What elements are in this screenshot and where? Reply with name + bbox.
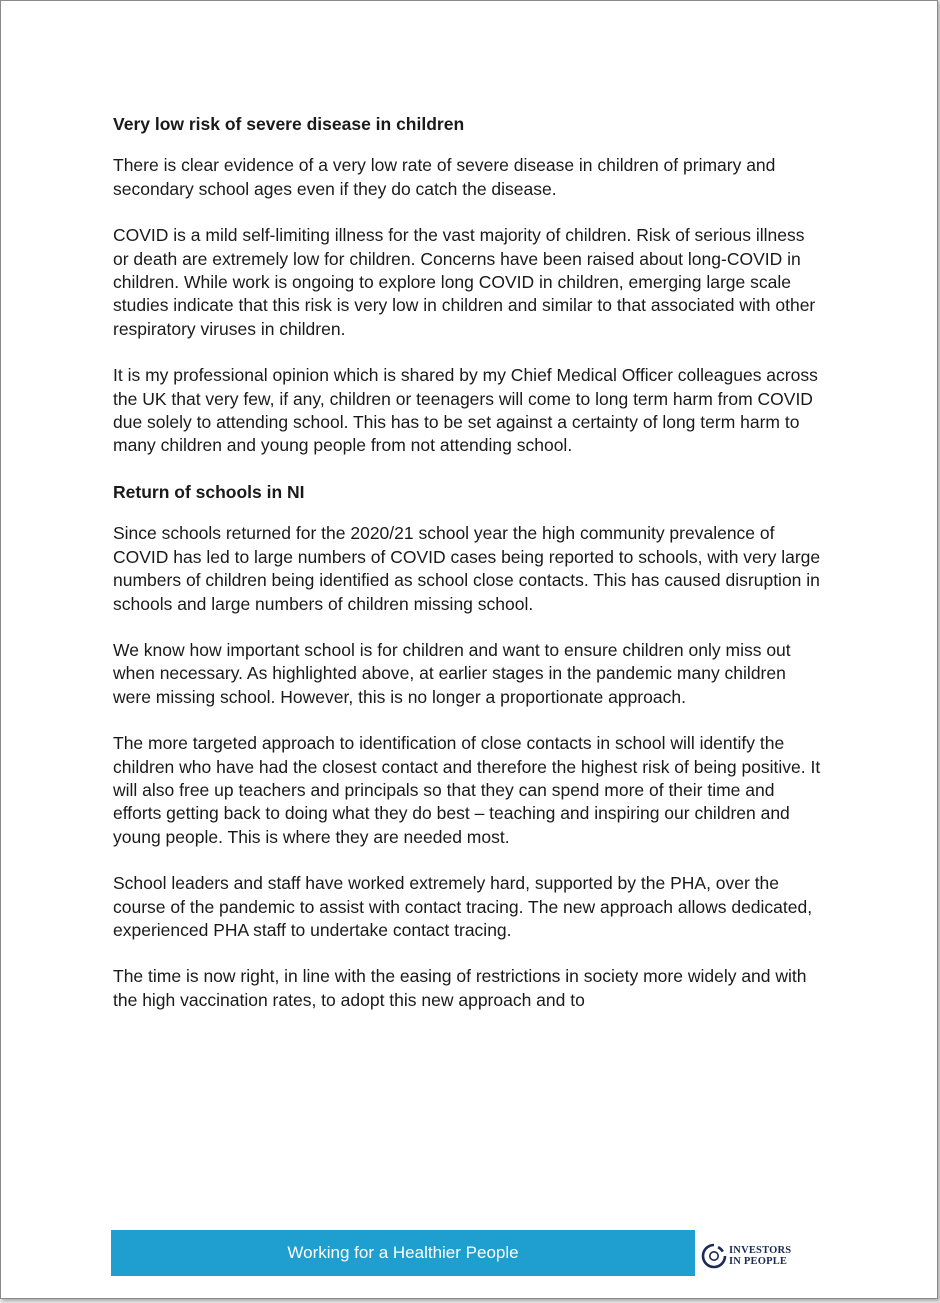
paragraph: Since schools returned for the 2020/21 school year the high community prevalence of COVID has led to large numbers of COVID cases being reported to schools, with very large numbers of children being identified as school close contacts. This has caused disruption in schools and large numbers of children missing school. <box>113 523 821 614</box>
section-heading: Return of schools in NI <box>113 481 305 502</box>
paragraph: It is my professional opinion which is shared by my Chief Medical Officer colleagues across the UK that very few, if any, children or teenagers will come to long term harm from COVID due solely to attending school. This has to be set against a certainty of long term harm to many children and young people from not attending school. <box>113 365 818 456</box>
investors-in-people-logo <box>701 1241 801 1271</box>
paragraph: The time is now right, in line with the easing of restrictions in society more widely and with the high vaccination rates, to adopt this new approach and to <box>113 966 807 1010</box>
investors-in-people-logo-icon <box>701 1243 727 1269</box>
paragraph: The more targeted approach to identification of close contacts in school will identify the children who have had the closest contact and therefore the highest risk of being positive. It will also free up teachers and principals so that they can spend more of their time and efforts getting back to doing what they do best – teaching and inspiring our children and young people. This is where they are needed most. <box>113 733 821 847</box>
footer-banner: Working for a Healthier People <box>111 1230 695 1276</box>
paragraph: School leaders and staff have worked extremely hard, supported by the PHA, over the course of the pandemic to assist with contact tracing. The new approach allows dedicated, experienced PHA staff to undertake contact tracing. <box>113 873 813 940</box>
paragraph: We know how important school is for children and want to ensure children only miss out when necessary. As highlighted above, at earlier stages in the pandemic many children were missing school. However, this is no longer a proportionate approach. <box>113 639 791 707</box>
section-return-of-schools <box>113 481 823 1012</box>
paragraph: There is clear evidence of a very low rate of severe disease in children of primary and secondary school ages even if they do catch the disease. <box>113 155 776 199</box>
document-body <box>113 113 823 1035</box>
section-severe-disease <box>113 113 823 458</box>
paragraph: COVID is a mild self-limiting illness for the vast majority of children. Risk of serious illness or death are extremely low for children. Concerns have been raised about long-COVID in children. While work is ongoing to explore long COVID in children, emerging large scale studies indicate that this risk is very low in children and similar to that associated with other respiratory viruses in children. <box>113 225 816 339</box>
logo-line-1: INVESTORS <box>729 1245 792 1256</box>
logo-line-2: IN PEOPLE <box>729 1256 788 1267</box>
section-heading: Very low risk of severe disease in children <box>113 114 465 134</box>
